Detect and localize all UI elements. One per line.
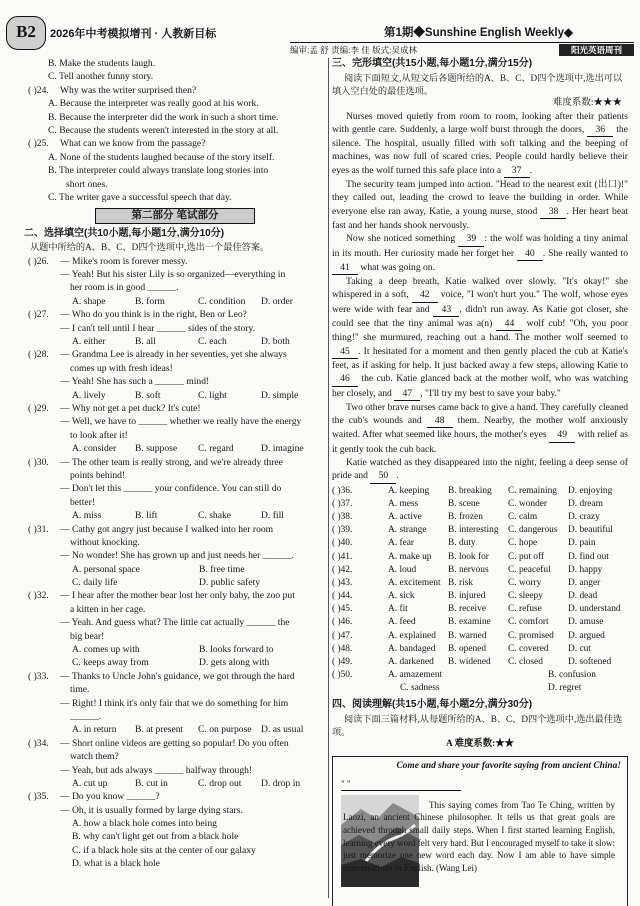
option-line: A. Because the interpreter was really good at his work.: [48, 98, 259, 110]
subbrand: 阳光英语周刊: [559, 44, 634, 56]
cloze-option: C. remaining: [508, 485, 557, 496]
answer-option: A. either: [72, 336, 106, 348]
cloze-option: C. refuse: [508, 604, 542, 615]
answer-option: D. drop in: [261, 777, 301, 789]
cloze-option: B. breaking: [448, 485, 492, 496]
answer-option: D. as usual: [261, 724, 304, 736]
issue-title: 2026年中考模拟增刊 · 人教新目标: [50, 28, 217, 40]
cloze-paragraph: Taking a deep breath, Katie walked over slowly. "It's okay!" she whispered in a soft, 42 voice, "I won't hurt you." The wolf, whose eyes were wide with fear and 43 , didn't run away. As Katie got closer, she could see that the tiny animal was a(n) 44 wolf cub! "Oh, you poor thing!" she murmured, reaching out a hand. The mother wolf seemed to 45 . It hesitated for a moment and then gently placed the cub at Katie's feet, as if asking for help. It just backed away a few steps, allowing Katie to 46 the cub. Katie glanced back at the mother wolf, who was watching her closely, and 47 , "I'll try my best to save your baby.": [332, 275, 628, 401]
answer-option: B. lift: [135, 510, 158, 522]
question-line: ( )35. — Do you know ______?: [28, 791, 160, 803]
cloze-blank: 44: [496, 317, 522, 331]
cloze-blank: 40: [517, 247, 543, 261]
option-line: B. Make the students laugh.: [48, 58, 156, 69]
answer-option: B. free time: [199, 563, 245, 575]
question-line: — Well, we have to ______ whether we really have the energy: [60, 416, 302, 428]
cloze-option: D. dead: [568, 591, 598, 602]
answer-option: A. personal space: [72, 563, 140, 575]
section-3-title: 三、完形填空(共15小题,每小题1分,满分15分): [332, 58, 533, 69]
question-line: — Oh, it is usually formed by large dying stars.: [60, 804, 243, 816]
b2-logo: B2: [6, 16, 46, 50]
cloze-option: A. loud: [388, 564, 417, 575]
question-line: big bear!: [70, 630, 105, 642]
question-line: time.: [70, 684, 90, 696]
cloze-blank: 49: [549, 428, 575, 442]
answer-option: A. cut up: [72, 777, 108, 789]
answer-option: B. cut in: [135, 777, 168, 789]
question-line: a kitten in her cage.: [70, 603, 146, 615]
question-line: points behind!: [70, 469, 126, 481]
answer-option: D. imagine: [261, 443, 304, 455]
option-line: C. Tell another funny story.: [48, 71, 154, 83]
answer-option: B. form: [135, 295, 165, 307]
answer-options: [24, 390, 326, 403]
cloze-option: D. pain: [568, 538, 596, 549]
cloze-option: A. active: [388, 511, 422, 522]
cloze-blank: 47: [394, 387, 420, 401]
cloze-option-row: ( )48. A. bandaged B. opened C. covered D. cut: [332, 644, 628, 657]
section-4-title: 四、阅读理解(共15小题,每小题2分,满分30分): [332, 698, 533, 710]
answer-option: C. daily life: [72, 577, 118, 589]
cloze-paragraph: Nurses moved quietly from room to room, looking after their patients with gentle care. Suddenly, a large wolf burst through the doors, 36 the silence. The hospital, usually filled with soft talking and the beeping of machines, was now full of scared cries. People could hardly believe their eyes as the wolf turned this safe place into a 37 .: [332, 110, 628, 178]
question-line: — No wonder! She has grown up and just needs her ______.: [60, 550, 294, 562]
cloze-option: D. argued: [568, 630, 605, 641]
question-25: ( )25. What can we know from the passage?: [28, 138, 206, 150]
section-4-instructions: 阅读下面三篇材料,从每题所给的A、B、C、D四个选项中,选出最佳选项。: [332, 713, 623, 737]
answer-option: A. shape: [72, 295, 106, 307]
answer-option: D. both: [261, 336, 290, 348]
cloze-option: C. worry: [508, 577, 542, 588]
cloze-blank: 45: [332, 345, 358, 359]
cloze-option: A. darkened: [388, 657, 434, 668]
answer-options: [24, 644, 326, 657]
cloze-option-row: ( )46. A. feed B. examine C. comfort D. amuse: [332, 617, 628, 630]
cloze-option: A. explained: [388, 630, 436, 641]
question-line: — Yeah! But his sister Lily is so organized—everything in: [60, 269, 286, 281]
cloze-paragraph: Now she noticed something 39 : the wolf was holding a tiny animal in its mouth. Her curiosity made her forget her 40 . She really wanted to 41 what was going on.: [332, 232, 628, 275]
section-2-instructions: 从题中所给的A、B、C、D四个选项中,选出一个最佳答案。: [30, 242, 270, 253]
cloze-option-row: ( )38. A. active B. frozen C. calm D. crazy: [332, 512, 628, 525]
cloze-paragraph: Two other brave nurses came back to give a hand. They carefully cleaned the cub's wounds and 48 them. Nearby, the mother wolf anxiously waited. After what seemed like hours, the mother's eyes 49 with relief as it gently took the cub back.: [332, 401, 628, 455]
cloze-option: B. injured: [448, 591, 486, 602]
question-line: ( )34. — Short online videos are getting so popular! Do you often: [28, 737, 289, 749]
cloze-option: D. enjoying: [568, 485, 613, 496]
question-line: ( )31. — Cathy got angry just because I walked into her room: [28, 523, 274, 535]
section-3-instructions: 阅读下面短文,从短文后各题所给的A、B、C、D四个选项中,选出可以填入空白处的最佳选项。: [332, 73, 623, 96]
cloze-option: B. receive: [448, 604, 486, 615]
cloze-blank: 39: [458, 232, 484, 246]
answer-option: C. condition: [198, 295, 246, 307]
cloze-options: [332, 486, 628, 671]
cloze-option: C. wonder: [508, 498, 548, 509]
cloze-option: B. look for: [448, 551, 489, 562]
answer-option: B. why can't light get out from a black hole: [72, 831, 239, 843]
cloze-option: C. sleepy: [508, 591, 543, 602]
answer-option: B. soft: [135, 389, 161, 401]
answer-option: B. suppose: [135, 443, 178, 455]
cloze-option-row: ( )44. A. sick B. injured C. sleepy D. dead: [332, 591, 628, 604]
cloze-option-row: ( )45. A. fit B. receive C. refuse D. understand: [332, 604, 628, 617]
answer-option: D. public safety: [199, 577, 261, 589]
cloze-blank: 48: [427, 414, 453, 428]
cloze-option: B. duty: [448, 538, 476, 549]
cloze-blank: 50: [370, 469, 396, 483]
cloze-blank: 36: [587, 123, 613, 137]
option-line: short ones.: [66, 178, 108, 190]
question-line: — Don't let this ______ your confidence. You can still do: [60, 483, 282, 495]
answer-option: B. at present: [135, 724, 184, 736]
cloze-option: B. nervous: [448, 564, 489, 575]
cloze-option-row: ( )43. A. excitement B. risk C. worry D. anger: [332, 578, 628, 591]
cloze-option: C. promised: [508, 630, 554, 641]
cloze-blank: 41: [332, 261, 358, 275]
cloze-option-row: ( )37. A. mess B. scene C. wonder D. dream: [332, 499, 628, 512]
cloze-option: C. peaceful: [508, 564, 551, 575]
cloze-option-row: ( )40. A. fear B. duty C. hope D. pain: [332, 538, 628, 551]
cloze-option-row-50: ( )50. A. amazement B. confusion: [332, 670, 596, 681]
cloze-option: D. find out: [568, 551, 609, 562]
answer-option: C. regard: [198, 443, 234, 455]
answer-option: C. on purpose: [198, 724, 252, 736]
cloze-option: A. feed: [388, 617, 416, 628]
question-24: ( )24. Why was the writer surprised then?: [28, 84, 197, 96]
left-column: [24, 58, 326, 872]
cloze-option: B. frozen: [448, 511, 483, 522]
cloze-option: B. scene: [448, 498, 480, 509]
cloze-paragraph: Katie watched as they disappeared into the night, feeling a deep sense of pride and 50 .: [332, 456, 628, 484]
cloze-option: B. interesting: [448, 525, 499, 536]
cloze-option: D. beautiful: [568, 525, 613, 536]
cloze-option: D. happy: [568, 564, 603, 575]
option-line: A. None of the students laughed because of the story itself.: [48, 151, 275, 163]
question-line: ( )33. — Thanks to Uncle John's guidance, we got through the hard: [28, 670, 295, 682]
question-line: ( )28. — Grandma Lee is already in her seventies, yet she always: [28, 349, 287, 361]
answer-option: D. simple: [261, 389, 299, 401]
page-header: [6, 22, 634, 56]
mcq-list: [24, 256, 326, 872]
cloze-blank: 38: [540, 205, 566, 219]
option-line: C. Because the students weren't interested in the story at all.: [48, 124, 279, 136]
cloze-option-row: ( )36. A. keeping B. breaking C. remaining D. enjoying: [332, 486, 628, 499]
cloze-option: A. sick: [388, 591, 415, 602]
cloze-option: A. fear: [388, 538, 415, 549]
cloze-option: A. bandaged: [388, 643, 436, 654]
option-line: B. Because the interpreter did the work in such a short time.: [48, 111, 279, 123]
answer-options: [24, 296, 326, 309]
cloze-option: D. understand: [568, 604, 621, 615]
answer-options: [24, 510, 326, 523]
question-line: ( )29. — Why not get a pet duck? It's cute!: [28, 402, 201, 414]
cloze-option-row: ( )47. A. explained B. warned C. promised D. argued: [332, 631, 628, 644]
cloze-option: B. examine: [448, 617, 491, 628]
answer-option: A. in return: [72, 724, 117, 736]
cloze-option: B. risk: [448, 577, 474, 588]
cloze-option: C. covered: [508, 643, 549, 654]
cloze-option: B. opened: [448, 643, 487, 654]
difficulty-rating: 难度系数:★★★: [552, 98, 622, 108]
cloze-option: A. excitement: [388, 577, 441, 588]
question-line: ______.: [70, 710, 102, 722]
question-line: to look after it!: [70, 429, 128, 441]
answer-options: [24, 336, 326, 349]
cloze-option: A. make up: [388, 551, 432, 562]
cloze-option: C. put off: [508, 551, 545, 562]
column-divider: [328, 58, 329, 898]
question-line: ( )27. — Who do you think is in the right, Ben or Leo?: [28, 309, 247, 321]
cloze-option: B. widened: [448, 657, 491, 668]
saying-box: [332, 756, 628, 906]
answer-option: D. fill: [261, 510, 284, 522]
masthead: 第1期◆Sunshine English Weekly◆: [384, 27, 573, 39]
question-line: ( )26. — Mike's room is forever messy.: [28, 255, 188, 267]
answer-options: [24, 724, 326, 737]
cloze-option: D. anger: [568, 577, 601, 588]
box-title: Come and share your favorite saying from ancient China!: [396, 760, 621, 771]
answer-option: B. all: [135, 336, 156, 348]
cloze-option: D. dream: [568, 498, 603, 509]
answer-option: A. how a black hole comes into being: [72, 818, 217, 830]
question-line: ( )30. — The other team is really strong, and we're already three: [28, 456, 283, 468]
cloze-passage: [332, 110, 628, 484]
answer-option: D. what is a black hole: [72, 858, 160, 870]
cloze-option: A. fit: [388, 604, 408, 615]
question-line: her room is in good ______.: [70, 282, 179, 294]
answer-options: [24, 778, 326, 791]
answer-option: C. light: [198, 389, 227, 401]
question-line: — Yeah. And guess what? The little cat actually ______ the: [60, 617, 290, 629]
cloze-option: D. cut: [568, 643, 591, 654]
cloze-option-row: ( )42. A. loud B. nervous C. peaceful D. happy: [332, 565, 628, 578]
part-two-banner: 第二部分 笔试部分: [95, 208, 255, 224]
answer-options: [24, 657, 326, 670]
question-line: — Right! I think it's only fair that we do something for him: [60, 697, 289, 709]
cloze-blank: 42: [412, 288, 438, 302]
cloze-option-row: ( )39. A. strange B. interesting C. dangerous D. beautiful: [332, 525, 628, 538]
cloze-option: C. hope: [508, 538, 538, 549]
answer-option: A. miss: [72, 510, 102, 522]
cloze-blank: 43: [433, 303, 459, 317]
editor-credits: 编审:孟 舒 责编:李 佳 版式:吴成林 阳光英语周刊: [290, 42, 634, 56]
question-line: watch them?: [70, 751, 119, 763]
material-label: A 难度系数:★★: [446, 738, 514, 749]
answer-options: [24, 577, 326, 590]
answer-options: [24, 564, 326, 577]
question-line: better!: [70, 496, 96, 508]
answer-option: B. looks forward to: [199, 644, 274, 656]
answer-option: A. comes up with: [72, 644, 140, 656]
cloze-option: A. keeping: [388, 485, 430, 496]
question-line: — Yeah, but ads always ______ halfway through!: [60, 764, 253, 776]
question-line: comes up with fresh ideas!: [70, 362, 173, 374]
cloze-option: A. mess: [388, 498, 419, 509]
cloze-option: C. closed: [508, 657, 543, 668]
cloze-option: D. amuse: [568, 617, 604, 628]
answer-option: C. drop out: [198, 777, 242, 789]
cloze-option-row-50b: C. sadness D. regret: [400, 683, 582, 694]
answer-option: D. gets along with: [199, 657, 270, 669]
answer-option: C. each: [198, 336, 227, 348]
cloze-option: C. calm: [508, 511, 538, 522]
question-line: without knocking.: [70, 536, 140, 548]
answer-option: A. lively: [72, 389, 106, 401]
cloze-option: A. strange: [388, 525, 427, 536]
cloze-option: C. dangerous: [508, 525, 558, 536]
option-line: C. The writer gave a successful speech that day.: [48, 191, 232, 203]
cloze-option: B. warned: [448, 630, 487, 641]
cloze-blank: 46: [332, 372, 358, 386]
cloze-paragraph: The security team jumped into action. "Head to the nearest exit (出口)!" they called out, leading the crowd to leave the building in order. While everyone else ran away, Katie, a young nurse, stood 38 . Her heart beat fast and her hands shook nervously.: [332, 179, 628, 231]
box-text: This saying comes from Tao Te Ching, written by Laozi, an ancient Chinese philosopher. It tells us that great goals are achieved through small daily steps. When I first started learning English, learning every word felt very hard. But I encouraged myself to take it slow: just memorize one new word each day. Now I am able to have simple conversations in English. (Wang Lei): [343, 799, 615, 874]
answer-option: C. shake: [198, 510, 232, 522]
section-2-title: 二、选择填空(共10小题,每小题1分,满分10分): [24, 228, 225, 240]
answer-option: D. order: [261, 295, 293, 307]
option-line: B. The interpreter could always translate long stories into: [48, 165, 269, 177]
cloze-option: C. comfort: [508, 617, 549, 628]
cloze-blank: 37: [504, 164, 530, 178]
question-line: ( )32. — I hear after the mother bear lost her only baby, the zoo put: [28, 590, 295, 602]
question-line: — Yeah! She has such a ______ mind!: [60, 376, 210, 388]
answer-options: [24, 443, 326, 456]
cloze-option: D. softened: [568, 657, 612, 668]
cloze-option-row: ( )41. A. make up B. look for C. put off D. find out: [332, 552, 628, 565]
answer-option: A. consider: [72, 443, 117, 455]
answer-option: C. keeps away from: [72, 657, 149, 669]
quote-blank: " ": [341, 779, 461, 791]
question-line: — I can't tell until I hear ______ sides of the story.: [60, 322, 256, 334]
cloze-option: D. crazy: [568, 511, 600, 522]
answer-option: C. if a black hole sits at the center of our galaxy: [72, 844, 256, 856]
cloze-option-row: ( )49. A. darkened B. widened C. closed D. softened: [332, 657, 628, 670]
right-column: [332, 58, 628, 906]
